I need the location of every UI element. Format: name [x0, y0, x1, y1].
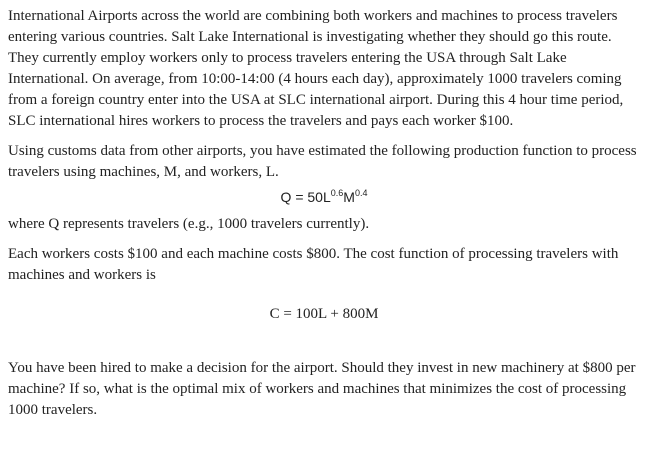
definition-paragraph: where Q represents travelers (e.g., 1000 travelers currently). — [8, 216, 370, 232]
cost-function-equation: C = 100L + 800M — [269, 306, 379, 322]
intro-paragraph: International Airports across the world are combining both workers and machines to process travelers entering various countries. Salt Lake International is investigating whether they should go this route. They currently employ workers only to process travelers entering the USA through Salt Lake International. On average, from 10:00-14:00 (4 hours each day), approximately 1000 travelers coming from a foreign country enter into the USA at SLC international airport. During this 4 hour time period, SLC international hires workers to process the travelers and pays each worker $100. — [8, 8, 624, 129]
labor-exponent: 0.6 — [330, 188, 344, 198]
machine-exponent: 0.4 — [354, 188, 368, 198]
question-paragraph: You have been hired to make a decision for the airport. Should they invest in new machinery at $800 per machine? If so, what is the optimal mix of workers and machines that minimizes the cost of processing 1000 travelers. — [8, 360, 636, 418]
production-function-equation — [8, 187, 640, 208]
problem-document — [8, 6, 640, 421]
cost-paragraph: Each workers costs $100 and each machine costs $800. The cost function of processing travelers with machines and workers is — [8, 246, 619, 283]
production-function-lhs: Q = 50L — [280, 189, 331, 205]
data-paragraph: Using customs data from other airports, you have estimated the following production function to process travelers using machines, M, and workers, L. — [8, 143, 637, 180]
machine-variable: M — [343, 189, 355, 205]
